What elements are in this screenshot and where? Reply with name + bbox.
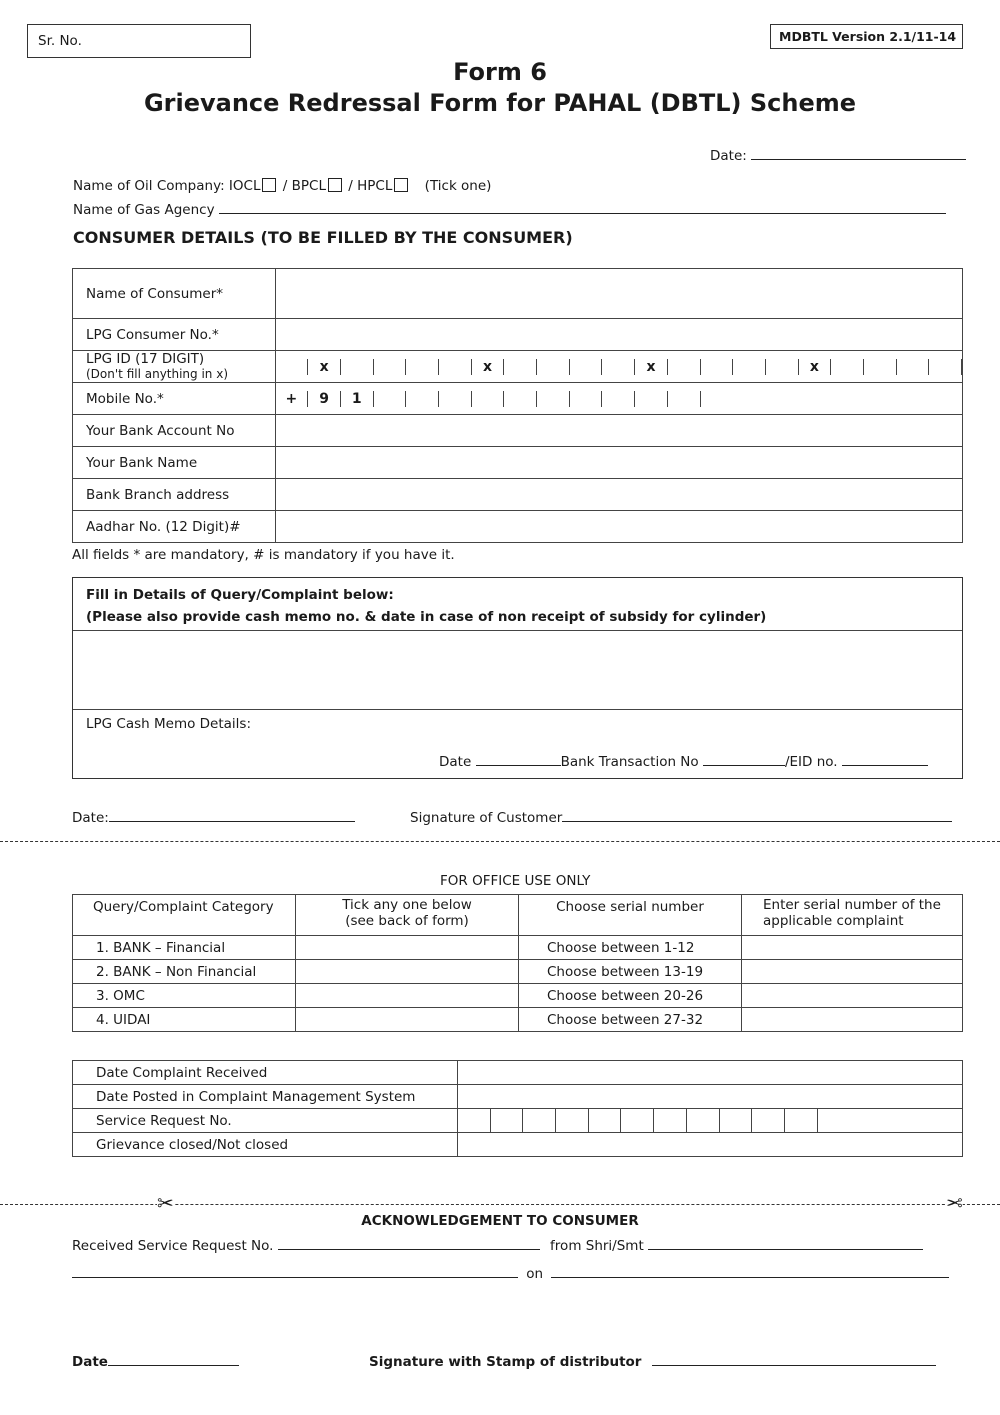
stamp-field[interactable] <box>652 1352 936 1366</box>
bank-name-label: Your Bank Name <box>73 447 276 479</box>
digit-cell[interactable] <box>472 391 505 407</box>
eid-field[interactable] <box>842 752 928 766</box>
office-category-table <box>72 894 963 1032</box>
consumer-heading: CONSUMER DETAILS (TO BE FILLED BY THE CONSUMER) <box>73 228 573 247</box>
query-subheading: (Please also provide cash memo no. & date in case of non receipt of subsidy for cylinder) <box>86 609 767 625</box>
ack-row-1 <box>72 1236 923 1254</box>
stamp-label: Signature with Stamp of distributor <box>369 1354 642 1370</box>
cash-memo-label: LPG Cash Memo Details: <box>86 716 251 732</box>
digit-cell[interactable] <box>766 359 799 375</box>
office-status-table <box>72 1060 963 1157</box>
lpg-id-cells <box>276 359 962 375</box>
customer-signature-label: Signature of Customer <box>410 810 563 826</box>
cash-memo-row <box>439 752 928 770</box>
range-3: Choose between 20-26 <box>519 984 742 1008</box>
digit-cell[interactable] <box>602 391 635 407</box>
lpg-consumer-no-label: LPG Consumer No.* <box>73 319 276 351</box>
status-field-3[interactable] <box>458 1109 963 1133</box>
digit-cell[interactable] <box>831 359 864 375</box>
serial-cell-2[interactable] <box>742 960 963 984</box>
query-box <box>72 577 963 779</box>
oil-company-row <box>73 178 491 194</box>
digit-cell[interactable] <box>458 1109 491 1132</box>
digit-cell[interactable] <box>537 391 570 407</box>
mandatory-note: All fields * are mandatory, # is mandatory if you have it. <box>72 547 455 563</box>
lpg-id-title: LPG ID (17 DIGIT) <box>86 351 205 368</box>
digit-cell[interactable]: x <box>799 359 832 375</box>
status-label-3: Service Request No. <box>73 1109 458 1133</box>
customer-date-field[interactable] <box>109 808 355 822</box>
digit-cell[interactable]: x <box>472 359 505 375</box>
digit-cell[interactable] <box>720 1109 753 1132</box>
digit-cell[interactable]: 1 <box>341 391 374 407</box>
status-label-2: Date Posted in Complaint Management System <box>73 1085 458 1109</box>
digit-cell[interactable] <box>491 1109 524 1132</box>
ack-row-2 <box>72 1264 949 1282</box>
customer-signature-row <box>410 808 952 826</box>
customer-date-row <box>72 808 355 826</box>
digit-cell[interactable] <box>537 359 570 375</box>
consumer-name-label: Name of Consumer* <box>73 269 276 319</box>
query-text-area[interactable] <box>73 630 962 710</box>
digit-cell[interactable] <box>504 391 537 407</box>
tick-cell-1[interactable] <box>296 936 519 960</box>
digit-cell[interactable] <box>635 391 668 407</box>
header-date <box>710 146 966 164</box>
header-date-field[interactable] <box>751 146 966 160</box>
status-label-1: Date Complaint Received <box>73 1061 458 1085</box>
digit-cell[interactable] <box>406 391 439 407</box>
received-sr-field[interactable] <box>278 1236 540 1250</box>
ack-on-date-field[interactable] <box>551 1264 949 1278</box>
digit-cell[interactable] <box>341 359 374 375</box>
digit-cell[interactable] <box>602 359 635 375</box>
digit-cell[interactable] <box>785 1109 818 1132</box>
form-number: Form 6 <box>453 58 547 86</box>
digit-cell[interactable] <box>374 359 407 375</box>
serial-cell-1[interactable] <box>742 936 963 960</box>
header-date-label: Date: <box>710 148 747 164</box>
ack-date-field[interactable] <box>108 1352 239 1366</box>
bpcl-checkbox[interactable] <box>328 178 342 192</box>
ack-heading: ACKNOWLEDGEMENT TO CONSUMER <box>361 1213 639 1229</box>
ack-date-label: Date <box>72 1354 108 1370</box>
lpg-id-label <box>73 351 276 383</box>
status-field-2[interactable] <box>458 1085 963 1109</box>
digit-cell[interactable] <box>406 359 439 375</box>
ack-name-continued-field[interactable] <box>72 1264 518 1278</box>
hpcl-checkbox[interactable] <box>394 178 408 192</box>
sr-no-box[interactable] <box>27 24 251 58</box>
digit-cell[interactable] <box>701 359 734 375</box>
col-enter-serial: Enter serial number of the applicable complaint <box>742 895 963 936</box>
digit-cell[interactable]: x <box>308 359 341 375</box>
range-1: Choose between 1-12 <box>519 936 742 960</box>
digit-cell[interactable] <box>276 359 309 375</box>
digit-cell[interactable] <box>556 1109 589 1132</box>
consumer-name-field[interactable] <box>275 269 962 319</box>
gas-agency-field[interactable] <box>219 200 946 214</box>
query-heading: Fill in Details of Query/Complaint below: <box>86 587 394 603</box>
digit-cell[interactable] <box>929 359 962 375</box>
customer-signature-field[interactable] <box>562 808 952 822</box>
digit-cell[interactable] <box>439 359 472 375</box>
bank-account-field[interactable] <box>275 415 962 447</box>
from-name-field[interactable] <box>648 1236 923 1250</box>
mobile-field[interactable] <box>275 383 962 415</box>
mobile-label: Mobile No.* <box>73 383 276 415</box>
sr-no-label: Sr. No. <box>38 33 82 49</box>
category-3: 3. OMC <box>73 984 296 1008</box>
bank-txn-field[interactable] <box>703 752 785 766</box>
tick-cell-3[interactable] <box>296 984 519 1008</box>
serial-cell-4[interactable] <box>742 1008 963 1032</box>
gas-agency-label: Name of Gas Agency <box>73 202 215 218</box>
range-2: Choose between 13-19 <box>519 960 742 984</box>
aadhar-field[interactable] <box>275 511 962 543</box>
digit-cell[interactable] <box>752 1109 785 1132</box>
digit-cell[interactable] <box>687 1109 720 1132</box>
office-use-heading: FOR OFFICE USE ONLY <box>440 873 591 889</box>
digit-cell[interactable] <box>654 1109 687 1132</box>
digit-cell[interactable] <box>733 359 766 375</box>
hpcl-label: / HPCL <box>348 178 393 194</box>
serial-cell-3[interactable] <box>742 984 963 1008</box>
digit-cell[interactable] <box>589 1109 622 1132</box>
digit-cell[interactable]: 9 <box>308 391 341 407</box>
gas-agency-row <box>73 200 946 218</box>
digit-cell[interactable] <box>668 391 701 407</box>
scissors-right-icon: ✂ <box>946 1191 963 1215</box>
digit-cell[interactable] <box>439 391 472 407</box>
bpcl-label: / BPCL <box>282 178 326 194</box>
col-serial: Choose serial number <box>519 895 742 936</box>
mobile-cells <box>276 391 962 407</box>
digit-cell[interactable]: + <box>276 391 309 407</box>
status-field-4[interactable] <box>458 1133 963 1157</box>
digit-cell[interactable] <box>523 1109 556 1132</box>
branch-field[interactable] <box>275 479 962 511</box>
status-field-1[interactable] <box>458 1061 963 1085</box>
category-2: 2. BANK – Non Financial <box>73 960 296 984</box>
service-request-cells <box>458 1109 962 1132</box>
memo-date-label: Date <box>439 754 472 770</box>
bank-account-label: Your Bank Account No <box>73 415 276 447</box>
version-box <box>770 24 963 49</box>
lpg-consumer-no-field[interactable] <box>275 319 962 351</box>
category-4: 4. UIDAI <box>73 1008 296 1032</box>
tick-cell-4[interactable] <box>296 1008 519 1032</box>
page-title: Grievance Redressal Form for PAHAL (DBTL) Scheme <box>143 89 857 117</box>
range-4: Choose between 27-32 <box>519 1008 742 1032</box>
on-label: on <box>526 1266 544 1282</box>
cut-line-1 <box>0 841 1000 842</box>
branch-label: Bank Branch address <box>73 479 276 511</box>
digit-cell[interactable] <box>621 1109 654 1132</box>
ack-date-row <box>72 1352 239 1370</box>
bank-txn-label: Bank Transaction No <box>560 754 699 770</box>
digit-cell[interactable] <box>504 359 537 375</box>
oil-company-label: Name of Oil Company: IOCL <box>73 178 261 194</box>
status-label-4: Grievance closed/Not closed <box>73 1133 458 1157</box>
digit-cell[interactable]: x <box>635 359 668 375</box>
version-label: MDBTL Version 2.1/11-14 <box>779 29 957 44</box>
consumer-details-table <box>72 268 963 543</box>
iocl-checkbox[interactable] <box>262 178 276 192</box>
digit-cell[interactable] <box>570 359 603 375</box>
digit-cell[interactable] <box>897 359 930 375</box>
digit-cell[interactable] <box>668 359 701 375</box>
aadhar-label: Aadhar No. (12 Digit)# <box>73 511 276 543</box>
tick-cell-2[interactable] <box>296 960 519 984</box>
digit-cell[interactable] <box>570 391 603 407</box>
digit-cell[interactable] <box>864 359 897 375</box>
tick-one-note: (Tick one) <box>424 178 492 194</box>
eid-label: /EID no. <box>784 754 838 770</box>
memo-date-field[interactable] <box>476 752 561 766</box>
col-tick: Tick any one below (see back of form) <box>296 895 519 936</box>
from-label: from Shri/Smt <box>550 1238 644 1254</box>
received-sr-label: Received Service Request No. <box>72 1238 274 1254</box>
digit-cell[interactable] <box>374 391 407 407</box>
bank-name-field[interactable] <box>275 447 962 479</box>
scissors-left-icon: ✂ <box>157 1191 174 1215</box>
lpg-id-field[interactable] <box>275 351 962 383</box>
category-1: 1. BANK – Financial <box>73 936 296 960</box>
stamp-row <box>369 1352 936 1370</box>
col-category: Query/Complaint Category <box>73 895 296 936</box>
cut-line-2 <box>0 1204 1000 1205</box>
customer-date-label: Date: <box>72 810 109 826</box>
lpg-id-note: (Don't fill anything in x) <box>86 366 229 381</box>
